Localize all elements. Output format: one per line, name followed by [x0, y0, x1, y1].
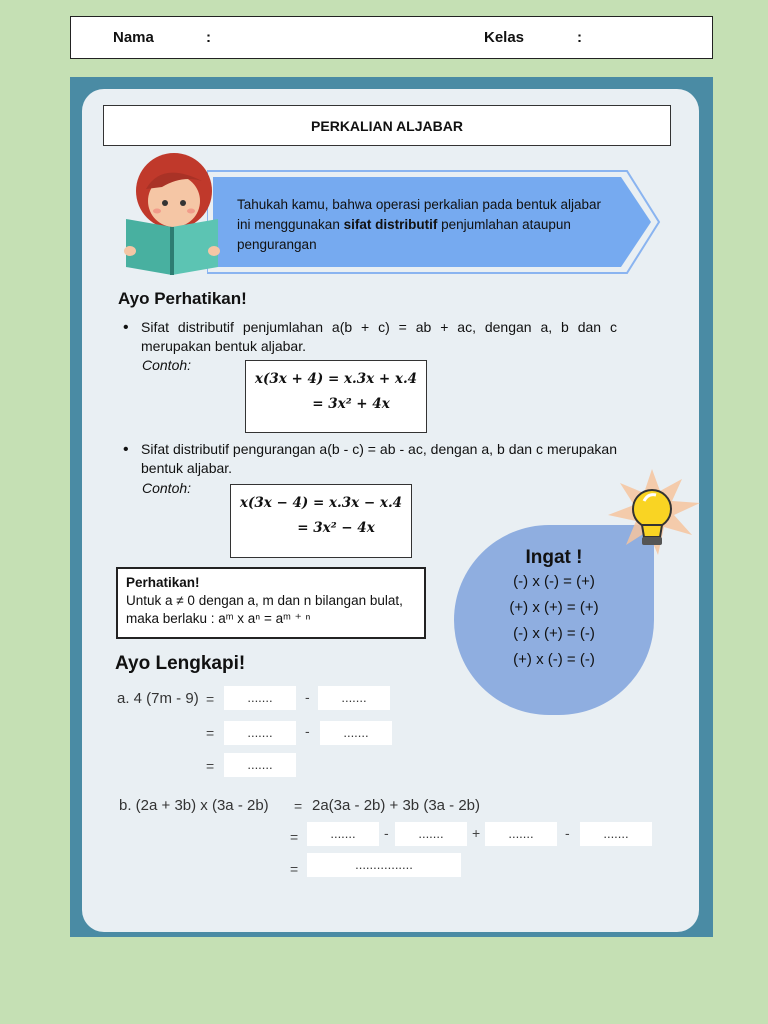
- exercise-b-label: b. (2a + 3b) x (3a - 2b): [119, 797, 269, 814]
- exercise-b-blank-4[interactable]: .......: [580, 822, 652, 846]
- example-1-box: [245, 360, 427, 433]
- contoh-label-1: Contoh:: [142, 357, 192, 373]
- exercise-a-minus-2: -: [305, 723, 310, 739]
- bullet-distributive-subtraction: • Sifat distributif pengurangan a(b - c) = ab - ac, dengan a, b dan c merupakan bentuk aljabar.: [141, 440, 617, 478]
- exercise-b-blank-2[interactable]: .......: [395, 822, 467, 846]
- note-title: Perhatikan!: [126, 575, 200, 590]
- note-box: [116, 567, 426, 639]
- name-class-header: [70, 16, 713, 59]
- exercise-b-minus-1: -: [384, 825, 389, 841]
- bullet-distributive-addition: • Sifat distributif penjumlahan a(b + c) = ab + ac, dengan a, b dan c merupakan bentuk aljabar.: [141, 318, 617, 356]
- ingat-rule-1: (-) x (-) = (+): [513, 573, 595, 590]
- example-1-line1: x(3x + 4) = x.3x + x.4: [254, 371, 418, 387]
- page-title: PERKALIAN ALJABAR: [103, 105, 671, 146]
- example-2-box: [230, 484, 412, 558]
- contoh-label-2: Contoh:: [142, 480, 192, 496]
- exercise-b-blank-1[interactable]: .......: [307, 822, 379, 846]
- ingat-rule-4: (+) x (-) = (-): [513, 651, 595, 668]
- kelas-label: Kelas: [484, 29, 525, 46]
- ayo-lengkapi-heading: Ayo Lengkapi!: [115, 653, 246, 674]
- exercise-a-blank-4[interactable]: .......: [320, 721, 392, 745]
- exercise-b-eq-3: =: [290, 861, 299, 877]
- nama-colon: :: [206, 29, 211, 46]
- exercise-a-eq-1: =: [206, 691, 215, 707]
- nama-label: Nama: [113, 29, 154, 46]
- lightbulb-icon: [602, 469, 702, 559]
- exercise-a-eq-3: =: [206, 758, 215, 774]
- example-1-line2: = 3x² + 4x: [312, 396, 390, 412]
- exercise-a-minus-1: -: [305, 689, 310, 705]
- exercise-b-rhs: 2a(3a - 2b) + 3b (3a - 2b): [312, 797, 481, 814]
- example-2-line2: = 3x² − 4x: [297, 520, 375, 536]
- exercise-a-label: a. 4 (7m - 9): [117, 690, 199, 707]
- exercise-b-blank-final[interactable]: ................: [307, 853, 461, 877]
- banner-text: Tahukah kamu, bahwa operasi perkalian pada bentuk aljabar ini menggunakan sifat distributif penjumlahan ataupun pengurangan: [237, 197, 601, 252]
- note-text: Untuk a ≠ 0 dengan a, m dan n bilangan bulat, maka berlaku : aᵐ x aⁿ = aᵐ ⁺ ⁿ: [126, 593, 403, 626]
- exercise-a-eq-2: =: [206, 725, 215, 741]
- exercise-b-eq-1: =: [294, 798, 303, 814]
- ingat-rule-3: (-) x (+) = (-): [513, 625, 595, 642]
- worksheet-card: [82, 89, 699, 932]
- ingat-rule-2: (+) x (+) = (+): [509, 599, 599, 616]
- exercise-b-eq-2: =: [290, 829, 299, 845]
- kelas-colon: :: [577, 29, 582, 46]
- ingat-title: Ingat !: [525, 547, 583, 568]
- exercise-a-blank-1[interactable]: .......: [224, 686, 296, 710]
- exercise-b-blank-3[interactable]: .......: [485, 822, 557, 846]
- exercise-b-minus-2: -: [565, 825, 570, 841]
- worksheet-frame: [70, 77, 713, 937]
- example-2-line1: x(3x − 4) = x.3x − x.4: [239, 495, 403, 511]
- ayo-perhatikan-heading: Ayo Perhatikan!: [118, 289, 247, 308]
- exercise-a-blank-3[interactable]: .......: [224, 721, 296, 745]
- exercise-a-blank-5[interactable]: .......: [224, 753, 296, 777]
- exercise-b-plus: +: [472, 825, 481, 841]
- exercise-a-blank-2[interactable]: .......: [318, 686, 390, 710]
- girl-reading-icon: [122, 149, 222, 279]
